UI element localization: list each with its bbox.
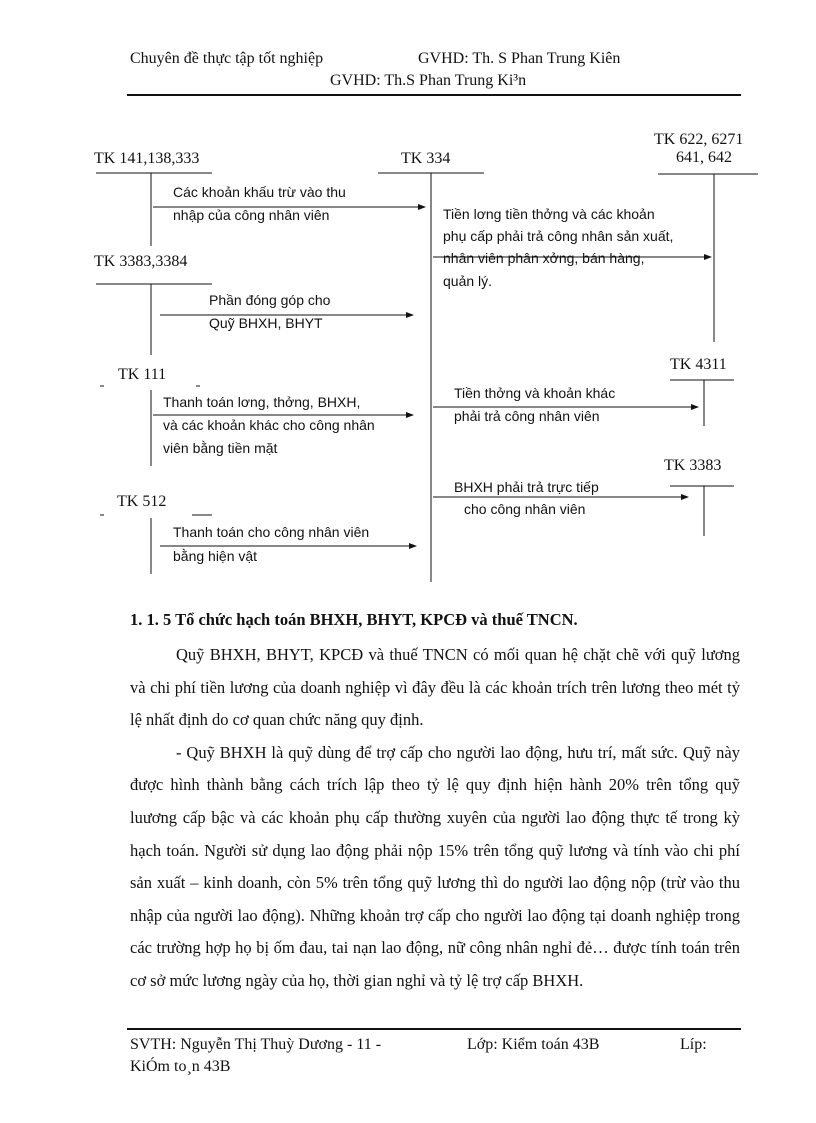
label-wages-4: quản lý. [443,273,493,289]
header-advisor-alt: GVHD: Th.S Phan Trung Ki³n [330,72,527,89]
section-body [130,607,740,998]
account-tk141: TK 141,138,333 [94,150,200,167]
account-tk3383-3384: TK 3383,3384 [94,253,188,270]
label-wages-3: nhân viên phân xởng, bán hàng, [443,250,645,266]
label-cash-1: Thanh toán lơng, thởng, BHXH, [163,394,361,410]
paragraph-1: Quỹ BHXH, BHYT, KPCĐ và thuế TNCN có mối quan hệ chặt chẽ với quỹ lương và chi phí tiền lương của doanh nghiệp vì đây đều là các khoản trích trên lương theo mét tỷ lệ nhất định do cơ quan chức năng quy định. [130,645,740,730]
footer-class-alt: KiÓm to¸n 43B [130,1058,231,1075]
label-bonus-2: phải trả công nhân viên [454,408,600,424]
label-deductions-2: nhập của công nhân viên [173,207,330,223]
header-advisor: GVHD: Th. S Phan Trung Kiên [418,50,621,67]
footer-student: SVTH: Nguyễn Thị Thuỳ Dương - 11 - [130,1036,382,1053]
footer-rule [127,1028,741,1030]
header-title: Chuyên đề thực tập tốt nghiệp [130,50,324,67]
label-bhxh-2: cho công nhân viên [464,501,586,517]
label-cash-3: viên bằng tiền mặt [163,440,278,456]
label-in-kind-2: bằng hiện vật [173,548,258,564]
account-tk622-line2: 641, 642 [676,149,732,166]
account-tk622-line1: TK 622, 6271 [654,131,744,148]
paragraph-2: - Quỹ BHXH là quỹ dùng để trợ cấp cho người lao động, hưu trí, mất sức. Quỹ này được hình thành bằng cách trích lập theo tỷ lệ quy định hiện hành 20% trên tổng quỹ luương cấp bậc và các khoản phụ cấp thường xuyên của người lao động thực tế trong kỳ hạch toán. Người sử dụng lao động phải nộp 15% trên tổng quỹ lương và tính vào chi phí sản xuất – kinh doanh, còn 5% trên tổng quỹ lương thì do người lao động nộp (trừ vào thu nhập của người lao động). Những khoản trợ cấp cho người lao động tại doanh nghiệp trong các trường hợp họ bị ốm đau, tai nạn lao động, nữ công nhân nghỉ đẻ… được tính toán trên cơ sở mức lương ngày của họ, thời gian nghỉ và tỷ lệ trợ cấp BHXH. [130,742,740,990]
label-contribution-2: Quỹ BHXH, BHYT [209,315,323,331]
label-contribution-1: Phần đóng góp cho [209,292,331,308]
label-in-kind-1: Thanh toán cho công nhân viên [173,524,370,540]
footer-lop: Líp: [680,1036,707,1053]
label-deductions-1: Các khoản khấu trừ vào thu [173,184,346,200]
label-wages-2: phụ cấp phải trả công nhân sản xuất, [443,228,674,244]
label-bhxh-1: BHXH phải trả trực tiếp [454,479,599,495]
account-tk4311: TK 4311 [670,356,727,373]
account-tk512: TK 512 [117,493,167,510]
section-heading: 1. 1. 5 Tổ chức hạch toán BHXH, BHYT, KPCĐ và thuế TNCN. [130,610,578,629]
label-cash-2: và các khoản khác cho công nhân [163,417,375,433]
label-bonus-1: Tiền thởng và khoản khác [454,385,616,401]
footer-class: Lớp: Kiểm toán 43B [467,1036,600,1053]
account-tk3383: TK 3383 [664,457,722,474]
account-tk334: TK 334 [401,150,451,167]
account-tk111: TK 111 [118,366,167,383]
label-wages-1: Tiền lơng tiền thởng và các khoản [443,206,655,222]
